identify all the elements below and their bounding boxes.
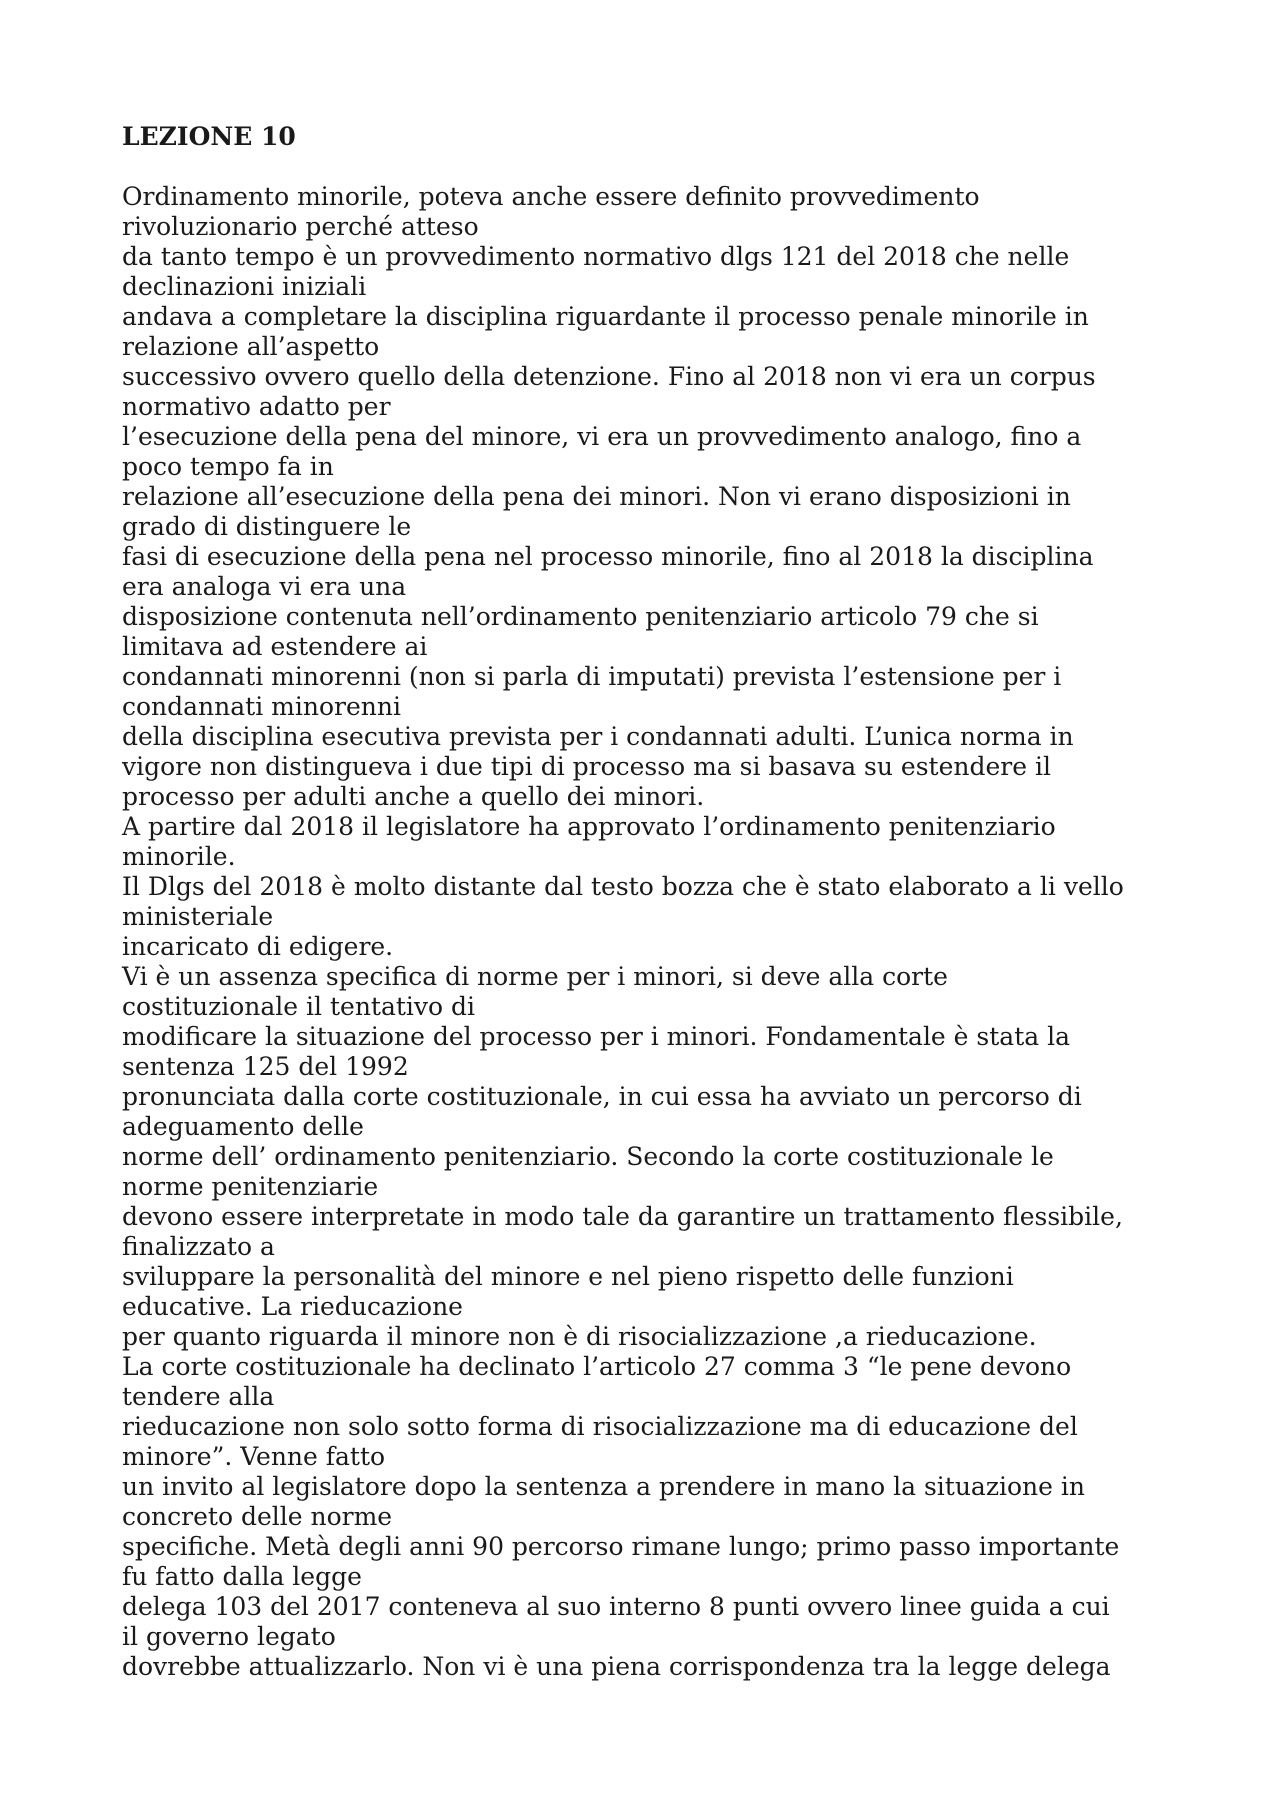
text-line: l’esecuzione della pena del minore, vi era un provvedimento analogo, fino a bbox=[122, 422, 1082, 451]
text-line: della disciplina esecutiva prevista per i condannati adulti. L’unica norma in bbox=[122, 722, 1074, 751]
text-line: rivoluzionario perché atteso bbox=[122, 212, 479, 241]
text-line: processo per adulti anche a quello dei minori. bbox=[122, 782, 705, 811]
text-line: adeguamento delle bbox=[122, 1112, 364, 1141]
text-line: minorile. bbox=[122, 842, 236, 871]
text-line: condannati minorenni (non si parla di imputati) prevista l’estensione per i bbox=[122, 662, 1062, 691]
text-line: il governo legato bbox=[122, 1622, 336, 1651]
text-line: pronunciata dalla corte costituzionale, in cui essa ha avviato un percorso di bbox=[122, 1082, 1082, 1111]
text-line: ministeriale bbox=[122, 902, 274, 931]
text-line: andava a completare la disciplina riguardante il processo penale minorile in bbox=[122, 302, 1089, 331]
text-line: norme dell’ ordinamento penitenziario. Secondo la corte costituzionale le bbox=[122, 1142, 1054, 1171]
text-line: Vi è un assenza specifica di norme per i minori, si deve alla corte bbox=[122, 962, 948, 991]
text-line: A partire dal 2018 il legislatore ha approvato l’ordinamento penitenziario bbox=[122, 812, 1056, 841]
text-line: dovrebbe attualizzarlo. Non vi è una piena corrispondenza tra la legge delega bbox=[122, 1652, 1111, 1681]
text-line: limitava ad estendere ai bbox=[122, 632, 428, 661]
text-line: delega 103 del 2017 conteneva al suo interno 8 punti ovvero linee guida a cui bbox=[122, 1592, 1110, 1621]
text-line: finalizzato a bbox=[122, 1232, 275, 1261]
text-line: norme penitenziarie bbox=[122, 1172, 379, 1201]
text-line: vigore non distingueva i due tipi di processo ma si basava su estendere il bbox=[122, 752, 1051, 781]
text-line: per quanto riguarda il minore non è di risocializzazione ,a rieducazione. bbox=[122, 1322, 1037, 1351]
text-line: modificare la situazione del processo per i minori. Fondamentale è stata la bbox=[122, 1022, 1070, 1051]
text-line: condannati minorenni bbox=[122, 692, 401, 721]
text-line: grado di distinguere le bbox=[122, 512, 412, 541]
text-line: disposizione contenuta nell’ordinamento penitenziario articolo 79 che si bbox=[122, 602, 1039, 631]
text-line: concreto delle norme bbox=[122, 1502, 393, 1531]
text-line: rieducazione non solo sotto forma di risocializzazione ma di educazione del bbox=[122, 1412, 1078, 1441]
text-line: relazione all’esecuzione della pena dei minori. Non vi erano disposizioni in bbox=[122, 482, 1071, 511]
text-line: successivo ovvero quello della detenzione. Fino al 2018 non vi era un corpus bbox=[122, 362, 1096, 391]
document-title: LEZIONE 10 bbox=[122, 122, 296, 151]
text-line: minore”. Venne fatto bbox=[122, 1442, 386, 1471]
text-line: devono essere interpretate in modo tale da garantire un trattamento flessibile, bbox=[122, 1202, 1123, 1231]
text-line: Ordinamento minorile, poteva anche essere definito provvedimento bbox=[122, 182, 980, 211]
text-line: Il Dlgs del 2018 è molto distante dal testo bozza che è stato elaborato a li vello bbox=[122, 872, 1124, 901]
text-line: costituzionale il tentativo di bbox=[122, 992, 476, 1021]
text-line: fasi di esecuzione della pena nel processo minorile, fino al 2018 la disciplina bbox=[122, 542, 1094, 571]
text-line: educative. La rieducazione bbox=[122, 1292, 463, 1321]
text-line: declinazioni iniziali bbox=[122, 272, 367, 301]
text-line: relazione all’aspetto bbox=[122, 332, 380, 361]
document-body bbox=[122, 122, 1182, 1682]
text-line: poco tempo fa in bbox=[122, 452, 334, 481]
text-line: sviluppare la personalità del minore e nel pieno rispetto delle funzioni bbox=[122, 1262, 1014, 1291]
text-line: specifiche. Metà degli anni 90 percorso rimane lungo; primo passo importante bbox=[122, 1532, 1120, 1561]
text-line: tendere alla bbox=[122, 1382, 275, 1411]
text-line: normativo adatto per bbox=[122, 392, 391, 421]
text-line: da tanto tempo è un provvedimento normativo dlgs 121 del 2018 che nelle bbox=[122, 242, 1070, 271]
text-line: un invito al legislatore dopo la sentenza a prendere in mano la situazione in bbox=[122, 1472, 1085, 1501]
text-line: La corte costituzionale ha declinato l’articolo 27 comma 3 “le pene devono bbox=[122, 1352, 1072, 1381]
text-line: sentenza 125 del 1992 bbox=[122, 1052, 409, 1081]
text-line: era analoga vi era una bbox=[122, 572, 407, 601]
text-line: incaricato di edigere. bbox=[122, 932, 394, 961]
text-line: fu fatto dalla legge bbox=[122, 1562, 362, 1591]
document-text bbox=[122, 182, 1182, 1682]
